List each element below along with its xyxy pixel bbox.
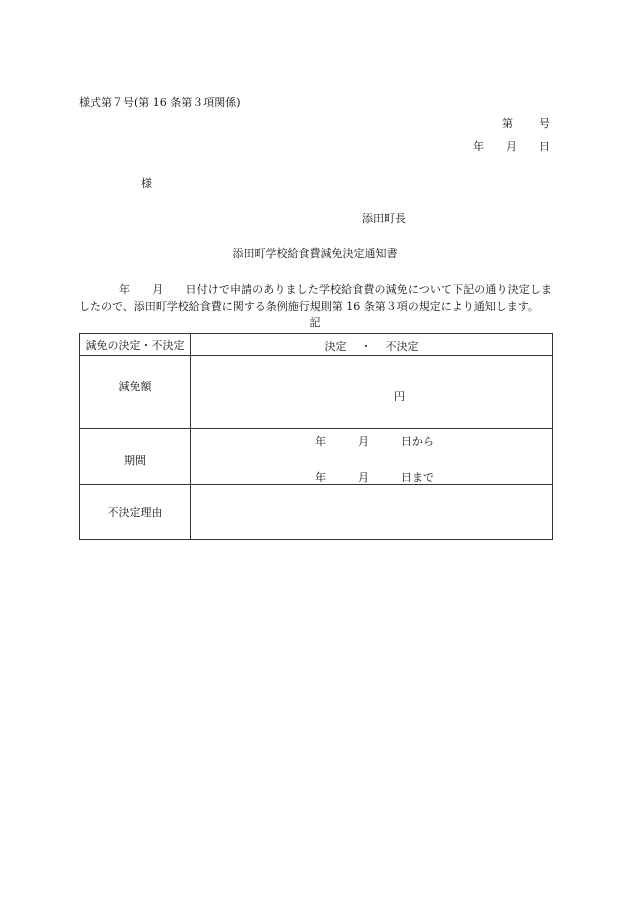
- notice-table: [79, 333, 553, 540]
- period-to-month: 月: [358, 471, 369, 484]
- issue-date-line: [473, 140, 550, 154]
- period-from-year: 年: [315, 435, 326, 448]
- body-month: 月: [152, 283, 164, 296]
- period-cell[interactable]: [191, 429, 553, 485]
- period-label-cell: [80, 429, 191, 485]
- period-to-line: [315, 469, 434, 485]
- document-number-line: [502, 117, 550, 131]
- document-title: 添田町学校給食費減免決定通知書: [232, 247, 398, 260]
- decision-cell: [191, 334, 553, 356]
- option-separator: ・: [360, 340, 372, 353]
- period-label: 期間: [124, 454, 146, 467]
- period-from-day: 日から: [401, 435, 434, 448]
- amount-label-cell: [80, 356, 191, 429]
- decision-label: 減免の決定・不決定: [80, 334, 191, 356]
- reason-cell[interactable]: [191, 485, 553, 540]
- period-from-line: [315, 433, 434, 449]
- addressee-honorific: 様: [141, 177, 152, 190]
- period-from-month: 月: [358, 435, 369, 448]
- reason-label: 不決定理由: [80, 485, 191, 540]
- date-year: 年: [473, 140, 484, 153]
- decision-options: [191, 338, 552, 354]
- option-decided[interactable]: 決定: [324, 340, 347, 353]
- date-day: 日: [539, 140, 550, 153]
- amount-unit: 円: [394, 390, 405, 403]
- issuer-title: 添田町長: [362, 212, 406, 225]
- form-number-label: 様式第７号(第 16 条第３項関係): [79, 96, 241, 109]
- ki-marker: 記: [309, 316, 321, 329]
- notice-body: [79, 281, 552, 315]
- period-to-day: 日まで: [401, 471, 434, 484]
- reason-row: [80, 485, 553, 540]
- period-to-year: 年: [315, 471, 326, 484]
- amount-label: 減免額: [118, 380, 152, 393]
- date-month: 月: [506, 140, 517, 153]
- amount-row: [80, 356, 553, 429]
- number-prefix: 第: [502, 117, 513, 130]
- body-year: 年: [119, 283, 131, 296]
- option-not-decided[interactable]: 不決定: [385, 340, 419, 353]
- period-row: [80, 429, 553, 485]
- body-text: 日付けで申請のありました学校給食費の減免について下記の通り決定しましたので、添田町学校給食費に関する条例施行規則第 16 条第３項の規定により通知します。: [79, 283, 553, 313]
- decision-row: [80, 334, 553, 356]
- number-suffix: 号: [539, 117, 550, 130]
- amount-cell[interactable]: [191, 356, 553, 429]
